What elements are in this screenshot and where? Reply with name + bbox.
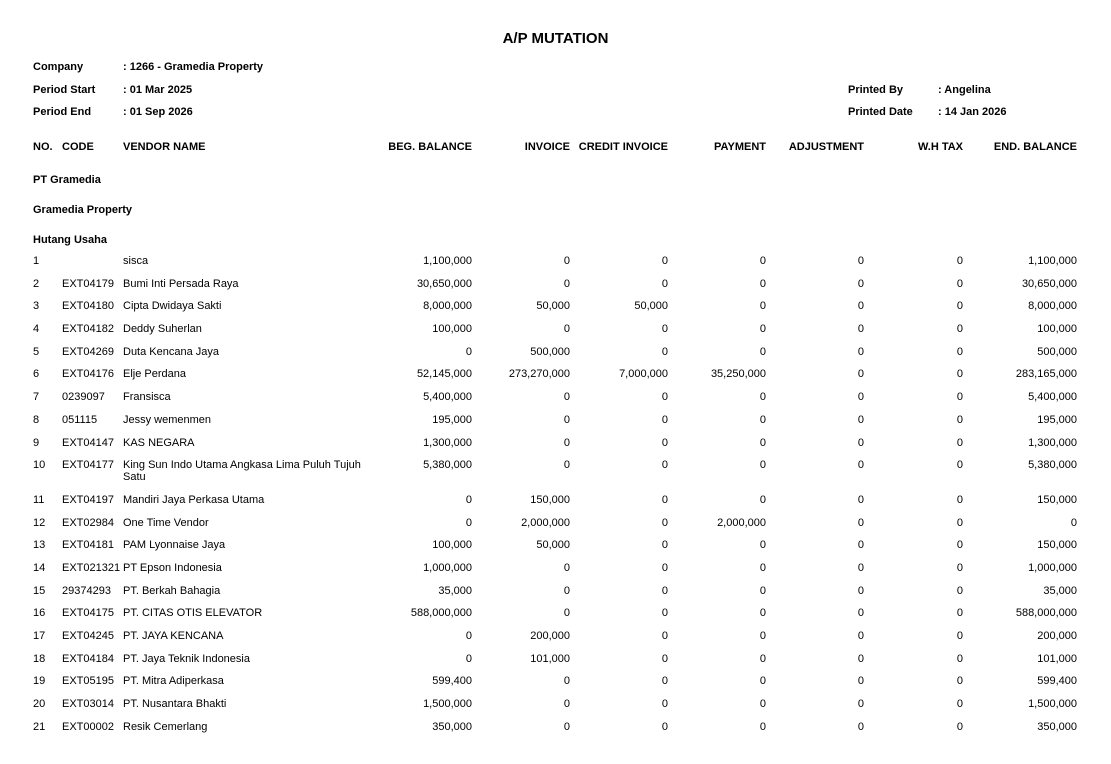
cell-vendor: Bumi Inti Persada Raya	[123, 277, 239, 290]
cell-vendor: Jessy wemenmen	[123, 413, 212, 426]
cell-wh-tax: 0	[956, 255, 963, 267]
cell-adjustment: 0	[857, 630, 864, 642]
cell-wh-tax: 0	[956, 698, 963, 711]
cell-beg-balance: 0	[465, 493, 472, 506]
cell-beg-balance: 52,145,000	[416, 368, 472, 381]
cell-payment: 0	[759, 561, 766, 574]
cell-payment: 0	[759, 652, 766, 665]
table-row	[33, 675, 1077, 698]
cell-wh-tax: 0	[956, 368, 963, 381]
cell-adjustment: 0	[857, 413, 864, 426]
cell-no: 14	[33, 561, 46, 574]
cell-code: EXT04197	[62, 493, 114, 506]
col-header-end-balance: END. BALANCE	[993, 141, 1077, 153]
cell-end-balance: 599,400	[1037, 675, 1077, 688]
cell-code: EXT04269	[62, 345, 114, 358]
table-row	[33, 255, 1077, 278]
cell-code: EXT04184	[62, 652, 114, 665]
cell-no: 6	[33, 368, 40, 381]
cell-vendor: KAS NEGARA	[123, 436, 195, 449]
cell-code: EXT02984	[62, 516, 114, 529]
cell-payment: 0	[759, 391, 766, 404]
cell-invoice: 273,270,000	[508, 368, 570, 381]
cell-vendor: PT. Berkah Bahagia	[123, 584, 221, 597]
table-row	[33, 653, 1077, 676]
cell-code: EXT04180	[62, 300, 114, 313]
table-row	[33, 391, 1077, 414]
cell-code: EXT04179	[62, 277, 114, 290]
meta-row-company	[33, 61, 1077, 84]
cell-beg-balance: 588,000,000	[410, 607, 472, 620]
cell-invoice: 2,000,000	[521, 516, 570, 529]
cell-end-balance: 195,000	[1037, 413, 1077, 426]
cell-beg-balance: 0	[465, 652, 472, 665]
cell-end-balance: 200,000	[1037, 630, 1077, 642]
cell-credit-invoice: 7,000,000	[619, 368, 668, 381]
cell-wh-tax: 0	[956, 675, 963, 688]
cell-no: 3	[33, 300, 40, 313]
cell-wh-tax: 0	[956, 459, 963, 472]
cell-end-balance: 1,100,000	[1028, 255, 1077, 267]
cell-beg-balance: 0	[465, 516, 472, 529]
period-start-label: Period Start	[33, 83, 96, 96]
table-row	[33, 300, 1077, 323]
col-header-vendor: VENDOR NAME	[123, 141, 206, 153]
cell-no: 9	[33, 436, 40, 449]
cell-vendor: PT Epson Indonesia	[123, 561, 222, 574]
cell-beg-balance: 8,000,000	[423, 300, 472, 313]
period-end-label: Period End	[33, 106, 92, 118]
company-value: : 1266 - Gramedia Property	[123, 61, 264, 73]
cell-payment: 0	[759, 323, 766, 336]
cell-end-balance: 0	[1070, 516, 1077, 529]
cell-end-balance: 283,165,000	[1015, 368, 1077, 381]
cell-adjustment: 0	[857, 698, 864, 711]
cell-credit-invoice: 0	[661, 652, 668, 665]
table-row	[33, 721, 1077, 744]
cell-credit-invoice: 0	[661, 607, 668, 620]
cell-vendor: PT. Jaya Teknik Indonesia	[123, 652, 250, 665]
cell-payment: 35,250,000	[710, 368, 766, 381]
cell-no: 10	[33, 459, 46, 472]
cell-beg-balance: 599,400	[432, 675, 472, 688]
table-row	[33, 562, 1077, 585]
cell-vendor: One Time Vendor	[123, 516, 209, 529]
meta-row-printed-date	[848, 106, 1078, 129]
cell-credit-invoice: 50,000	[634, 300, 668, 313]
cell-invoice: 0	[563, 459, 570, 472]
cell-invoice: 0	[563, 436, 570, 449]
cell-adjustment: 0	[857, 607, 864, 620]
cell-beg-balance: 100,000	[432, 323, 472, 336]
cell-credit-invoice: 0	[661, 493, 668, 506]
table-row	[33, 437, 1077, 460]
cell-wh-tax: 0	[956, 391, 963, 404]
cell-code: EXT021321	[62, 561, 121, 574]
cell-no: 20	[33, 698, 46, 711]
cell-wh-tax: 0	[956, 561, 963, 574]
cell-vendor: Deddy Suherlan	[123, 323, 202, 336]
cell-vendor: PT. Mitra Adiperkasa	[123, 675, 224, 688]
cell-adjustment: 0	[857, 652, 864, 665]
cell-vendor: Fransisca	[123, 391, 171, 404]
cell-vendor: PAM Lyonnaise Jaya	[123, 539, 226, 552]
cell-no: 17	[33, 630, 46, 642]
cell-no: 4	[33, 323, 40, 336]
cell-no: 18	[33, 652, 46, 665]
cell-invoice: 0	[563, 413, 570, 426]
cell-invoice: 101,000	[530, 652, 570, 665]
cell-adjustment: 0	[857, 459, 864, 472]
cell-adjustment: 0	[857, 323, 864, 336]
cell-code: EXT04176	[62, 368, 114, 381]
group-label: Gramedia Property	[33, 204, 133, 216]
cell-beg-balance: 1,500,000	[423, 698, 472, 711]
cell-adjustment: 0	[857, 391, 864, 404]
cell-end-balance: 1,300,000	[1028, 436, 1077, 449]
cell-vendor: sisca	[123, 255, 149, 267]
cell-code: 0239097	[62, 391, 105, 404]
cell-end-balance: 1,500,000	[1028, 698, 1077, 711]
cell-credit-invoice: 0	[661, 630, 668, 642]
cell-no: 12	[33, 516, 46, 529]
cell-adjustment: 0	[857, 720, 864, 733]
cell-credit-invoice: 0	[661, 459, 668, 472]
cell-adjustment: 0	[857, 539, 864, 552]
cell-adjustment: 0	[857, 300, 864, 313]
cell-payment: 0	[759, 493, 766, 506]
cell-payment: 0	[759, 436, 766, 449]
cell-wh-tax: 0	[956, 720, 963, 733]
cell-code: EXT04245	[62, 630, 114, 642]
cell-vendor: Mandiri Jaya Perkasa Utama	[123, 493, 265, 506]
cell-credit-invoice: 0	[661, 436, 668, 449]
table-row	[33, 278, 1077, 301]
cell-invoice: 200,000	[530, 630, 570, 642]
printed-date-value: : 14 Jan 2026	[938, 106, 1007, 118]
cell-wh-tax: 0	[956, 652, 963, 665]
cell-credit-invoice: 0	[661, 391, 668, 404]
cell-invoice: 50,000	[536, 300, 570, 313]
cell-wh-tax: 0	[956, 345, 963, 358]
cell-credit-invoice: 0	[661, 675, 668, 688]
cell-credit-invoice: 0	[661, 413, 668, 426]
ap-mutation-table	[33, 129, 1077, 743]
cell-invoice: 0	[563, 698, 570, 711]
cell-beg-balance: 1,300,000	[423, 436, 472, 449]
cell-payment: 0	[759, 300, 766, 313]
cell-no: 11	[33, 493, 45, 506]
cell-invoice: 50,000	[536, 539, 570, 552]
cell-end-balance: 588,000,000	[1015, 607, 1077, 620]
cell-payment: 0	[759, 698, 766, 711]
period-end-value: : 01 Sep 2026	[123, 106, 193, 118]
cell-credit-invoice: 0	[661, 277, 668, 290]
group-row	[33, 234, 1077, 255]
cell-payment: 0	[759, 277, 766, 290]
cell-code: EXT05195	[62, 675, 114, 688]
cell-no: 1	[33, 255, 40, 267]
cell-end-balance: 8,000,000	[1028, 300, 1077, 313]
cell-beg-balance: 0	[465, 630, 472, 642]
cell-vendor: Duta Kencana Jaya	[123, 345, 220, 358]
cell-vendor: PT. JAYA KENCANA	[123, 630, 224, 642]
cell-vendor: King Sun Indo Utama Angkasa Lima Puluh Tujuh Satu	[123, 459, 361, 484]
cell-wh-tax: 0	[956, 516, 963, 529]
table-row	[33, 539, 1077, 562]
cell-wh-tax: 0	[956, 277, 963, 290]
printed-by-label: Printed By	[848, 83, 904, 96]
cell-wh-tax: 0	[956, 413, 963, 426]
cell-invoice: 0	[563, 607, 570, 620]
table-row	[33, 607, 1077, 630]
table-row	[33, 630, 1077, 653]
table-row	[33, 698, 1077, 721]
cell-end-balance: 5,400,000	[1028, 391, 1077, 404]
cell-invoice: 0	[563, 720, 570, 733]
cell-credit-invoice: 0	[661, 720, 668, 733]
cell-code: EXT04182	[62, 323, 114, 336]
cell-code	[62, 255, 123, 278]
cell-no: 19	[33, 675, 46, 688]
cell-wh-tax: 0	[956, 493, 963, 506]
company-label: Company	[33, 61, 84, 73]
cell-adjustment: 0	[857, 436, 864, 449]
cell-credit-invoice: 0	[661, 255, 668, 267]
cell-payment: 0	[759, 720, 766, 733]
cell-invoice: 0	[563, 584, 570, 597]
cell-end-balance: 350,000	[1037, 720, 1077, 733]
cell-no: 21	[33, 720, 46, 733]
cell-no: 5	[33, 345, 40, 358]
meta-right-block	[848, 84, 1078, 129]
cell-end-balance: 500,000	[1037, 345, 1077, 358]
cell-end-balance: 30,650,000	[1021, 277, 1077, 290]
col-header-beg-balance: BEG. BALANCE	[388, 141, 472, 153]
cell-payment: 0	[759, 255, 766, 267]
cell-vendor: PT. CITAS OTIS ELEVATOR	[123, 607, 263, 620]
cell-end-balance: 1,000,000	[1028, 561, 1077, 574]
cell-beg-balance: 35,000	[438, 584, 472, 597]
cell-vendor: Resik Cemerlang	[123, 720, 208, 733]
cell-payment: 2,000,000	[717, 516, 766, 529]
cell-end-balance: 150,000	[1037, 493, 1077, 506]
cell-credit-invoice: 0	[661, 584, 668, 597]
cell-beg-balance: 195,000	[432, 413, 472, 426]
cell-credit-invoice: 0	[661, 345, 668, 358]
col-header-adjustment: ADJUSTMENT	[788, 141, 864, 153]
printed-by-value: : Angelina	[938, 83, 991, 96]
report-meta	[33, 61, 1077, 129]
cell-payment: 0	[759, 630, 766, 642]
col-header-no: NO.	[33, 141, 53, 153]
col-header-credit-invoice: CREDIT INVOICE	[578, 141, 668, 153]
group-row	[33, 204, 1077, 234]
cell-invoice: 0	[563, 391, 570, 404]
group-label: Hutang Usaha	[33, 234, 107, 246]
col-header-wh-tax: W.H TAX	[917, 141, 963, 153]
cell-payment: 0	[759, 413, 766, 426]
cell-credit-invoice: 0	[661, 516, 668, 529]
cell-payment: 0	[759, 539, 766, 552]
table-row	[33, 368, 1077, 391]
cell-adjustment: 0	[857, 675, 864, 688]
cell-end-balance: 5,380,000	[1028, 459, 1077, 472]
cell-adjustment: 0	[857, 493, 864, 506]
group-row	[33, 174, 1077, 204]
cell-beg-balance: 350,000	[432, 720, 472, 733]
cell-payment: 0	[759, 459, 766, 472]
cell-invoice: 500,000	[530, 345, 570, 358]
cell-code: EXT00002	[62, 720, 114, 733]
table-row	[33, 517, 1077, 540]
cell-invoice: 0	[563, 561, 570, 574]
cell-vendor: PT. Nusantara Bhakti	[123, 698, 227, 711]
cell-invoice: 0	[563, 323, 570, 336]
cell-invoice: 0	[563, 675, 570, 688]
cell-payment: 0	[759, 607, 766, 620]
cell-payment: 0	[759, 675, 766, 688]
cell-payment: 0	[759, 584, 766, 597]
cell-beg-balance: 1,000,000	[423, 561, 472, 574]
cell-code: EXT03014	[62, 698, 114, 711]
cell-beg-balance: 5,400,000	[423, 391, 472, 404]
cell-wh-tax: 0	[956, 300, 963, 313]
cell-end-balance: 150,000	[1037, 539, 1077, 552]
table-row	[33, 494, 1077, 517]
cell-adjustment: 0	[857, 561, 864, 574]
cell-credit-invoice: 0	[661, 698, 668, 711]
cell-code: 051115	[62, 413, 98, 426]
col-header-invoice: INVOICE	[524, 141, 570, 153]
cell-wh-tax: 0	[956, 323, 963, 336]
cell-beg-balance: 1,100,000	[423, 255, 472, 267]
cell-wh-tax: 0	[956, 630, 963, 642]
table-row	[33, 585, 1077, 608]
cell-no: 8	[33, 413, 40, 426]
cell-code: EXT04177	[62, 459, 114, 472]
cell-wh-tax: 0	[956, 584, 963, 597]
cell-credit-invoice: 0	[661, 561, 668, 574]
group-label: PT Gramedia	[33, 174, 101, 186]
cell-adjustment: 0	[857, 584, 864, 597]
cell-wh-tax: 0	[956, 607, 963, 620]
cell-beg-balance: 0	[465, 345, 472, 358]
page-title: A/P MUTATION	[502, 30, 609, 47]
cell-vendor: Cipta Dwidaya Sakti	[123, 300, 222, 313]
printed-date-label: Printed Date	[848, 106, 913, 118]
cell-end-balance: 101,000	[1037, 652, 1077, 665]
cell-invoice: 0	[563, 255, 570, 267]
cell-wh-tax: 0	[956, 436, 963, 449]
cell-beg-balance: 5,380,000	[423, 459, 472, 472]
cell-no: 15	[33, 584, 46, 597]
col-header-payment: PAYMENT	[714, 141, 766, 153]
cell-no: 7	[33, 391, 40, 404]
col-header-code: CODE	[62, 141, 94, 153]
cell-credit-invoice: 0	[661, 323, 668, 336]
period-start-value: : 01 Mar 2025	[123, 83, 193, 96]
cell-code: EXT04147	[62, 436, 114, 449]
cell-beg-balance: 100,000	[432, 539, 472, 552]
table-row	[33, 323, 1077, 346]
cell-end-balance: 35,000	[1043, 584, 1077, 597]
table-row	[33, 459, 1077, 494]
meta-row-printed-by	[848, 84, 1078, 107]
cell-adjustment: 0	[857, 516, 864, 529]
cell-no: 16	[33, 607, 46, 620]
cell-no: 2	[33, 277, 40, 290]
cell-wh-tax: 0	[956, 539, 963, 552]
cell-credit-invoice: 0	[661, 539, 668, 552]
table-row	[33, 414, 1077, 437]
cell-payment: 0	[759, 345, 766, 358]
cell-adjustment: 0	[857, 255, 864, 267]
cell-beg-balance: 30,650,000	[416, 277, 472, 290]
cell-adjustment: 0	[857, 368, 864, 381]
cell-end-balance: 100,000	[1037, 323, 1077, 336]
cell-vendor: Elje Perdana	[123, 368, 186, 381]
table-header-row	[33, 129, 1077, 174]
cell-adjustment: 0	[857, 277, 864, 290]
cell-code: EXT04175	[62, 607, 114, 620]
cell-code: 29374293	[62, 584, 111, 597]
cell-invoice: 150,000	[530, 493, 570, 506]
cell-no: 13	[33, 539, 46, 552]
cell-adjustment: 0	[857, 345, 864, 358]
cell-code: EXT04181	[62, 539, 114, 552]
cell-invoice: 0	[563, 277, 570, 290]
table-row	[33, 346, 1077, 369]
